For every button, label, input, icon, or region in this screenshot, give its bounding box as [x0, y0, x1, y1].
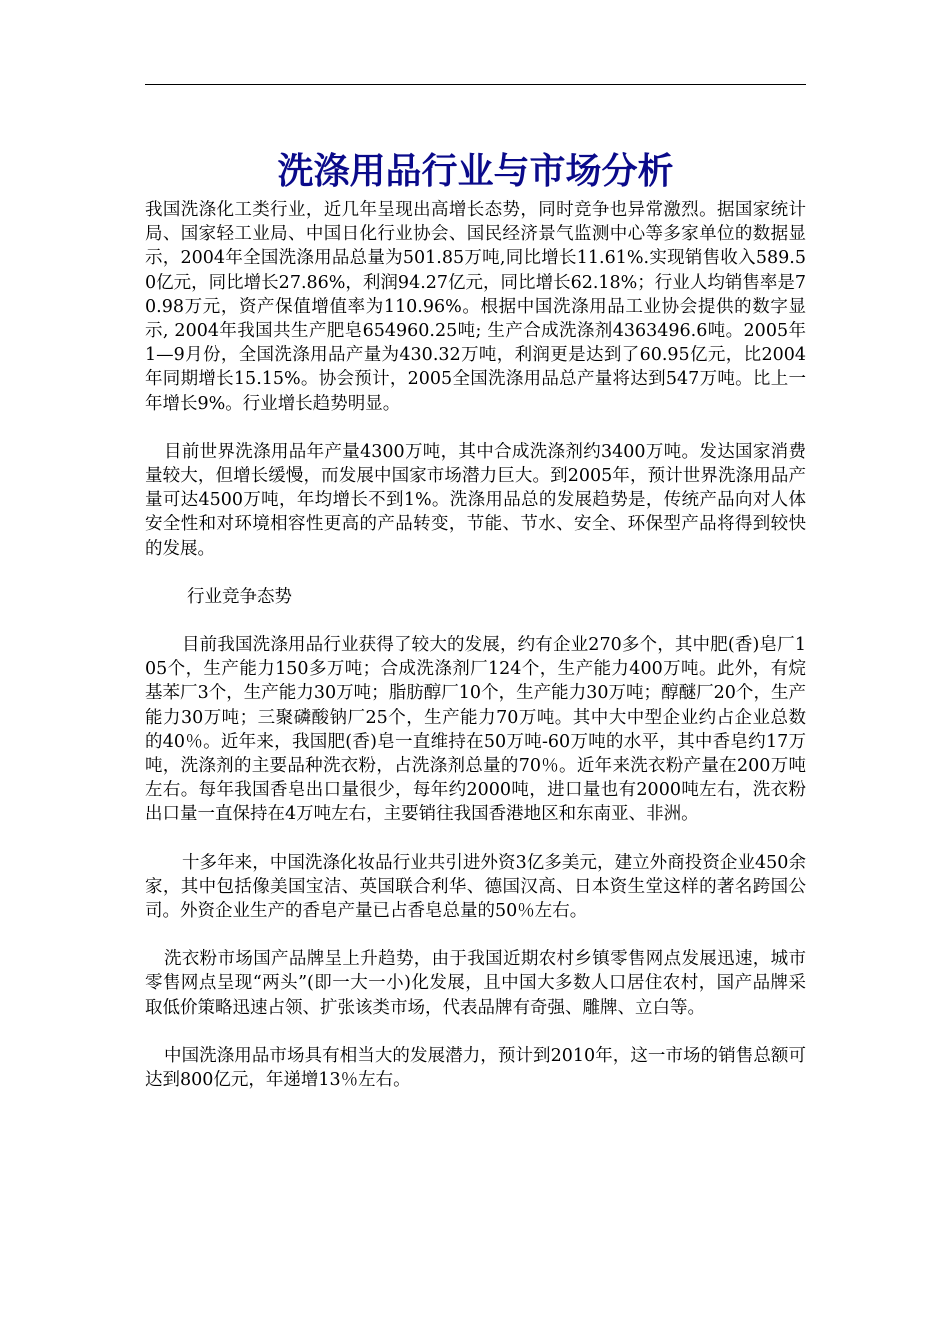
paragraph-domestic-enterprises: 目前我国洗涤用品行业获得了较大的发展，约有企业270多个，其中肥(香)皂厂105个，生产能力150多万吨；合成洗涤剂厂124个，生产能力400万吨。此外，有烷基苯厂3个，生产能力30万吨；脂肪醇厂10个，生产能力30万吨；醇醚厂20个，生产能力30万吨；三聚磷酸钠厂25个，生产能力70万吨。其中大中型企业约占企业总数的40％。近年来，我国肥(香)皂一直维持在50万吨-60万吨的水平，其中香皂约17万吨，洗涤剂的主要品种洗衣粉，占洗涤剂总量的70％。近年来洗衣粉产量在200万吨左右。每年我国香皂出口量很少，每年约2000吨，进口量也有2000吨左右，洗衣粉出口量一直保持在4万吨左右，主要销往我国香港地区和东南亚、非洲。	[145, 635, 806, 825]
document-title: 洗涤用品行业与市场分析	[277, 151, 674, 192]
paragraph-market-forecast: 中国洗涤用品市场具有相当大的发展潜力，预计到2010年，这一市场的销售总额可达到800亿元，年递增13％左右。	[145, 1045, 806, 1091]
paragraph-domestic-brands: 洗衣粉市场国产品牌呈上升趋势，由于我国近期农村乡镇零售网点发展迅速，城市零售网点呈现“两头”(即一大一小)化发展，且中国大多数人口居住农村，国产品牌采取低价策略迅速占领、扩张该类市场，代表品牌有奇强、雕牌、立白等。	[145, 949, 806, 1018]
section-heading-competition: 行业竞争态势	[187, 586, 292, 607]
paragraph-gap	[145, 827, 806, 851]
paragraph-industry-growth: 我国洗涤化工类行业，近几年呈现出高增长态势，同时竞争也异常激烈。据国家统计局、国家轻工业局、中国日化行业协会、国民经济景气监测中心等多家单位的数据显示，2004年全国洗涤用品总量为501.85万吨,同比增长11.61%.实现销售收入589.50亿元，同比增长27.86%，利润94.27亿元，同比增长62.18%；行业人均销售率是70.98万元，资产保值增值率为110.96%。根据中国洗涤用品工业协会提供的数字显示, 2004年我国共生产肥皂654960.25吨; 生产合成洗涤剂4363496.6吨。2005年1—9月份，全国洗涤用品产量为430.32万吨，利润更是达到了60.95亿元，比2004年同期增长15.15%。协会预计，2005全国洗涤用品总产量将达到547万吨。比上一年增长9%。行业增长趋势明显。	[145, 200, 806, 414]
paragraph-foreign-investment: 十多年来，中国洗涤化妆品行业共引进外资3亿多美元，建立外商投资企业450余家，其中包括像美国宝洁、英国联合利华、德国汉高、日本资生堂这样的著名跨国公司。外资企业生产的香皂产量已占香皂总量的50％左右。	[145, 852, 806, 922]
paragraph-gap	[145, 923, 806, 947]
header-rule	[145, 84, 806, 85]
paragraph-gap	[145, 1020, 806, 1044]
document-body	[145, 198, 806, 1092]
paragraph-gap	[145, 561, 806, 585]
paragraph-gap	[145, 416, 806, 440]
paragraph-world-output: 目前世界洗涤用品年产量4300万吨，其中合成洗涤剂约3400万吨。发达国家消费量较大，但增长缓慢，而发展中国家市场潜力巨大。到2005年，预计世界洗涤用品产量可达4500万吨，年均增长不到1%。洗涤用品总的发展趋势是，传统产品向对人体安全性和对环境相容性更高的产品转变，节能、节水、安全、环保型产品将得到较快的发展。	[145, 441, 806, 559]
paragraph-gap	[145, 609, 806, 633]
